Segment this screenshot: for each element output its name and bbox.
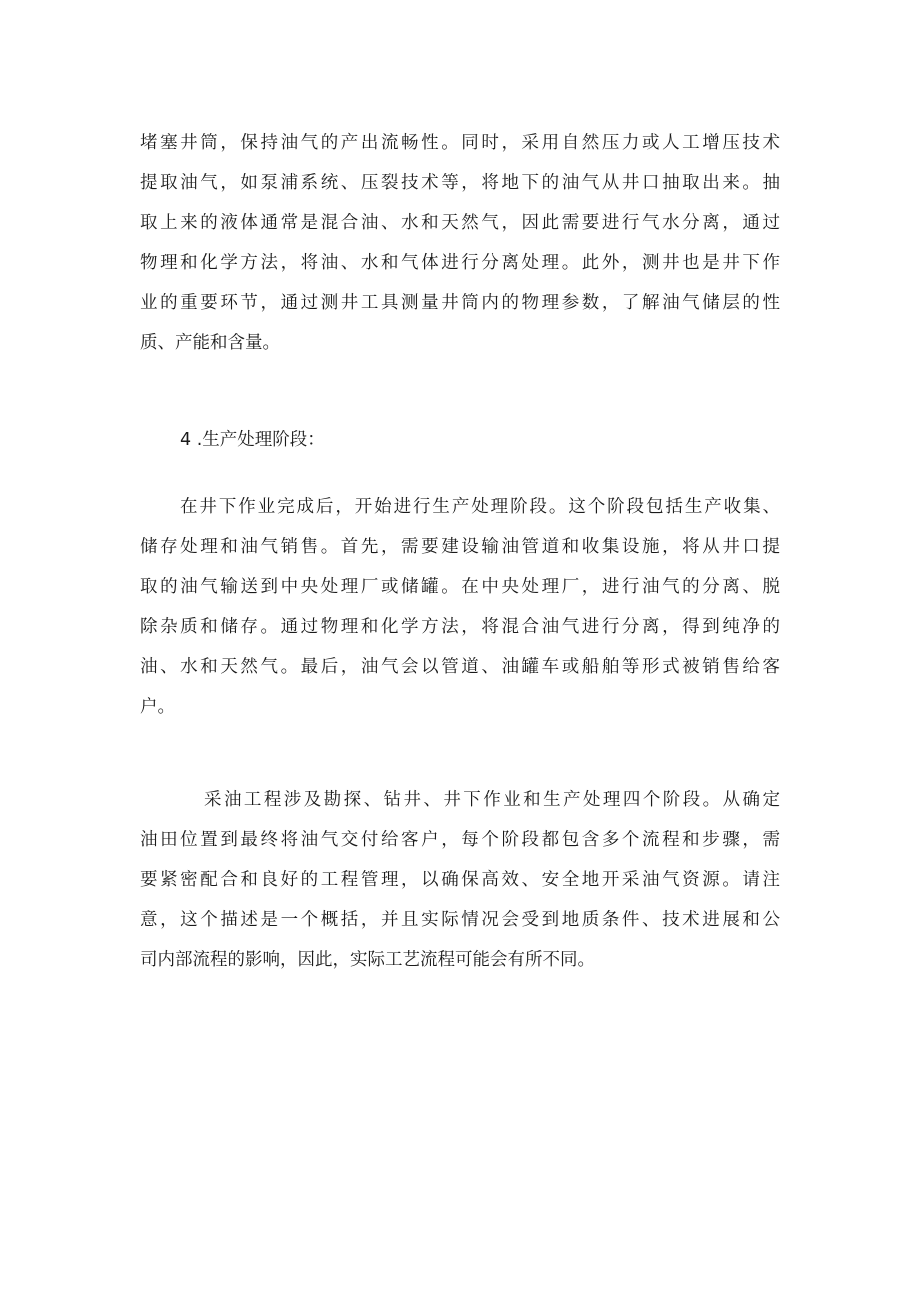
paragraph-line: 油田位置到最终将油气交付给客户，每个阶段都包含多个流程和步骤，需 — [140, 830, 780, 850]
paragraph-line: 储存处理和油气销售。首先，需要建设输油管道和收集设施，将从井口提 — [140, 537, 780, 557]
paragraph-line: 采油工程涉及勘探、钻井、井下作业和生产处理四个阶段。从确定 — [204, 790, 780, 810]
paragraph-downhole-operations — [140, 123, 780, 363]
section-heading-production: 4 .生产处理阶段： — [180, 430, 325, 450]
paragraph-line: 取上来的液体通常是混合油、水和天然气，因此需要进行气水分离，通过 — [140, 213, 780, 233]
paragraph-summary — [140, 780, 780, 980]
paragraph-line: 取的油气输送到中央处理厂或储罐。在中央处理厂，进行油气的分离、脱 — [140, 577, 780, 597]
paragraph-line: 物理和化学方法，将油、水和气体进行分离处理。此外，测井也是井下作 — [140, 253, 780, 273]
paragraph-line: 要紧密配合和良好的工程管理，以确保高效、安全地开采油气资源。请注 — [140, 870, 780, 890]
paragraph-line: 油、水和天然气。最后，油气会以管道、油罐车或船舶等形式被销售给客 — [140, 657, 780, 677]
paragraph-line: 意，这个描述是一个概括，并且实际情况会受到地质条件、技术进展和公 — [140, 910, 780, 930]
paragraph-production-processing — [140, 487, 780, 727]
paragraph-line: 除杂质和储存。通过物理和化学方法，将混合油气进行分离，得到纯净的 — [140, 617, 780, 637]
paragraph-line: 业的重要环节，通过测井工具测量井筒内的物理参数，了解油气储层的性 — [140, 293, 780, 313]
paragraph-line: 提取油气，如泵浦系统、压裂技术等，将地下的油气从井口抽取出来。抽 — [140, 173, 780, 193]
paragraph-line: 司内部流程的影响，因此，实际工艺流程可能会有所不同。 — [140, 950, 595, 970]
paragraph-line: 堵塞井筒，保持油气的产出流畅性。同时，采用自然压力或人工增压技术 — [140, 133, 780, 153]
paragraph-line: 户。 — [140, 697, 175, 717]
paragraph-line: 在井下作业完成后，开始进行生产处理阶段。这个阶段包括生产收集、 — [180, 497, 780, 517]
paragraph-line: 质、产能和含量。 — [140, 333, 280, 353]
